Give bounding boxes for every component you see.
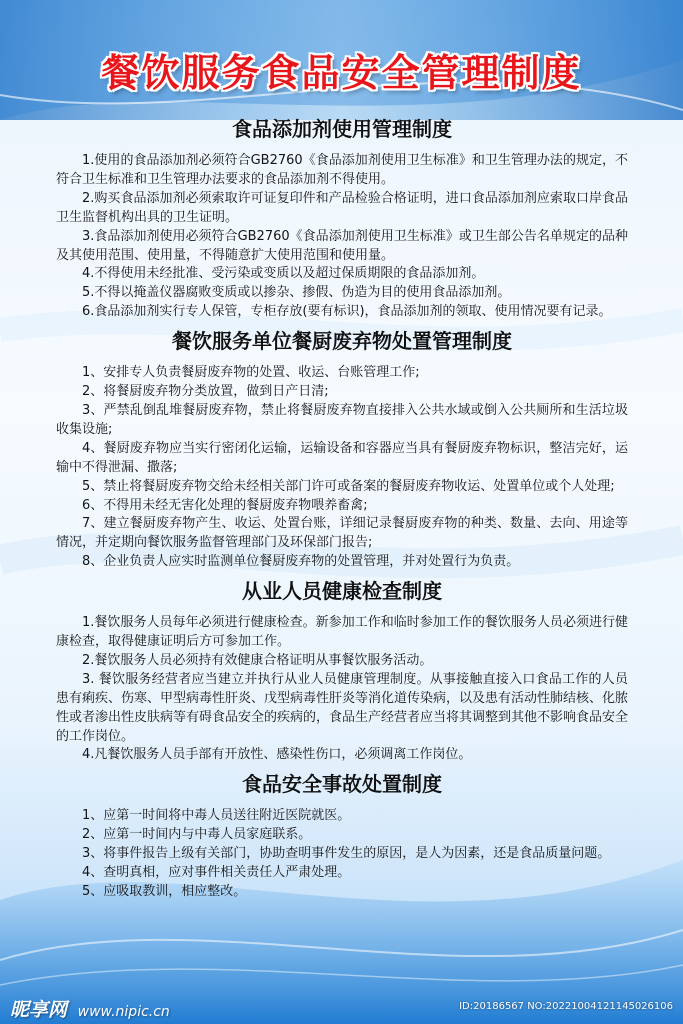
rule-item: 2、将餐厨废弃物分类放置，做到日产日清;: [82, 384, 329, 400]
watermark-logo: [10, 995, 170, 1022]
rule-item: 8、企业负责人应实时监测单位餐厨废弃物的处置管理，并对处置行为负责。: [82, 554, 520, 570]
rule-item: 3、将事件报告上级有关部门，协助查明事件发生的原因，是人为因素，还是食品质量问题。: [82, 846, 611, 862]
rule-item: 4.不得使用未经批准、受污染或变质以及超过保质期限的食品添加剂。: [82, 266, 485, 282]
rule-item: 6.食品添加剂实行专人保管，专柜存放(要有标识)，食品添加剂的领取、使用情况要有记录。: [82, 304, 612, 320]
watermark-logo-text: 昵享网: [10, 999, 68, 1021]
poster-content: [56, 116, 628, 908]
rule-item: 1、安排专人负责餐厨废弃物的处置、收运、台账管理工作;: [82, 365, 420, 381]
rule-item: 1、应第一时间将中毒人员送往附近医院就医。: [82, 808, 351, 824]
rule-item: 3. 餐饮服务经营者应当建立并执行从业人员健康管理制度。从事接触直接入口食品工作的人员患有痢疾、伤寒、甲型病毒性肝炎、戊型病毒性肝炎等消化道传染病，以及患有活动性肺结核、化脓性或者渗出性皮肤病等有碍食品安全的疾病的，食品生产经营者应当将其调整到其他不影响食品安全的工作岗位。: [56, 671, 629, 744]
rule-item: 2.购买食品添加剂必须索取许可证复印件和产品检验合格证明，进口食品添加剂应索取口岸食品卫生监督机构出具的卫生证明。: [56, 190, 628, 225]
rule-item: 7、建立餐厨废弃物产生、收运、处置台账，详细记录餐厨废弃物的种类、数量、去向、用途等情况，并定期向餐饮服务监督管理部门及环保部门报告;: [56, 516, 628, 551]
rule-item: 4、查明真相，应对事件相关责任人严肃处理。: [82, 865, 351, 881]
rule-item: 2.餐饮服务人员必须持有效健康合格证明从事餐饮服务活动。: [82, 652, 433, 668]
rule-item: 1.餐饮服务人员每年必须进行健康检查。新参加工作和临时参加工作的餐饮服务人员必须进行健康检查，取得健康证明后方可参加工作。: [56, 615, 628, 650]
section-kitchen-waste: [56, 328, 628, 572]
section-heading: 食品添加剂使用管理制度: [232, 117, 452, 141]
section-heading: 餐饮服务单位餐厨废弃物处置管理制度: [172, 329, 512, 354]
rule-item: 4.凡餐饮服务人员手部有开放性、感染性伤口，必须调离工作岗位。: [82, 747, 472, 763]
section-food-additive: [56, 116, 628, 322]
section-incident-handling: [56, 771, 628, 902]
rule-item: 6、不得用未经无害化处理的餐厨废弃物喂养畜禽;: [82, 497, 368, 513]
poster-title: 餐饮服务食品安全管理制度: [101, 50, 582, 95]
rule-item: 3.食品添加剂使用必须符合GB2760《食品添加剂使用卫生标准》或卫生部公告名单规定的品种及其使用范围、使用量，不得随意扩大使用范围和使用量。: [56, 228, 628, 263]
rule-item: 5、禁止将餐厨废弃物交给未经相关部门许可或备案的餐厨废弃物收运、处置单位或个人处理;: [82, 478, 615, 494]
image-id-label: ID:20186567 NO:20221004121145026106: [459, 1001, 673, 1012]
rule-item: 5.不得以掩盖仪器腐败变质或以掺杂、掺假、伪造为目的使用食品添加剂。: [82, 285, 511, 301]
rule-item: 1.使用的食品添加剂必须符合GB2760《食品添加剂使用卫生标准》和卫生管理办法的规定，不符合卫生标准和卫生管理办法要求的食品添加剂不得使用。: [56, 153, 628, 187]
rule-item: 4、餐厨废弃物应当实行密闭化运输，运输设备和容器应当具有餐厨废弃物标识，整洁完好，运输中不得泄漏、撒落;: [56, 440, 628, 475]
section-health-check: [56, 578, 628, 765]
watermark-url: www.nipic.cn: [77, 1004, 170, 1020]
rule-item: 2、应第一时间内与中毒人员家庭联系。: [82, 827, 312, 843]
rule-item: 3、严禁乱倒乱堆餐厨废弃物，禁止将餐厨废弃物直接排入公共水域或倒入公共厕所和生活垃圾收集设施;: [56, 402, 628, 437]
section-heading: 食品安全事故处置制度: [242, 772, 442, 797]
rule-item: 5、应吸取教训，相应整改。: [82, 884, 247, 899]
section-heading: 从业人员健康检查制度: [242, 579, 442, 604]
